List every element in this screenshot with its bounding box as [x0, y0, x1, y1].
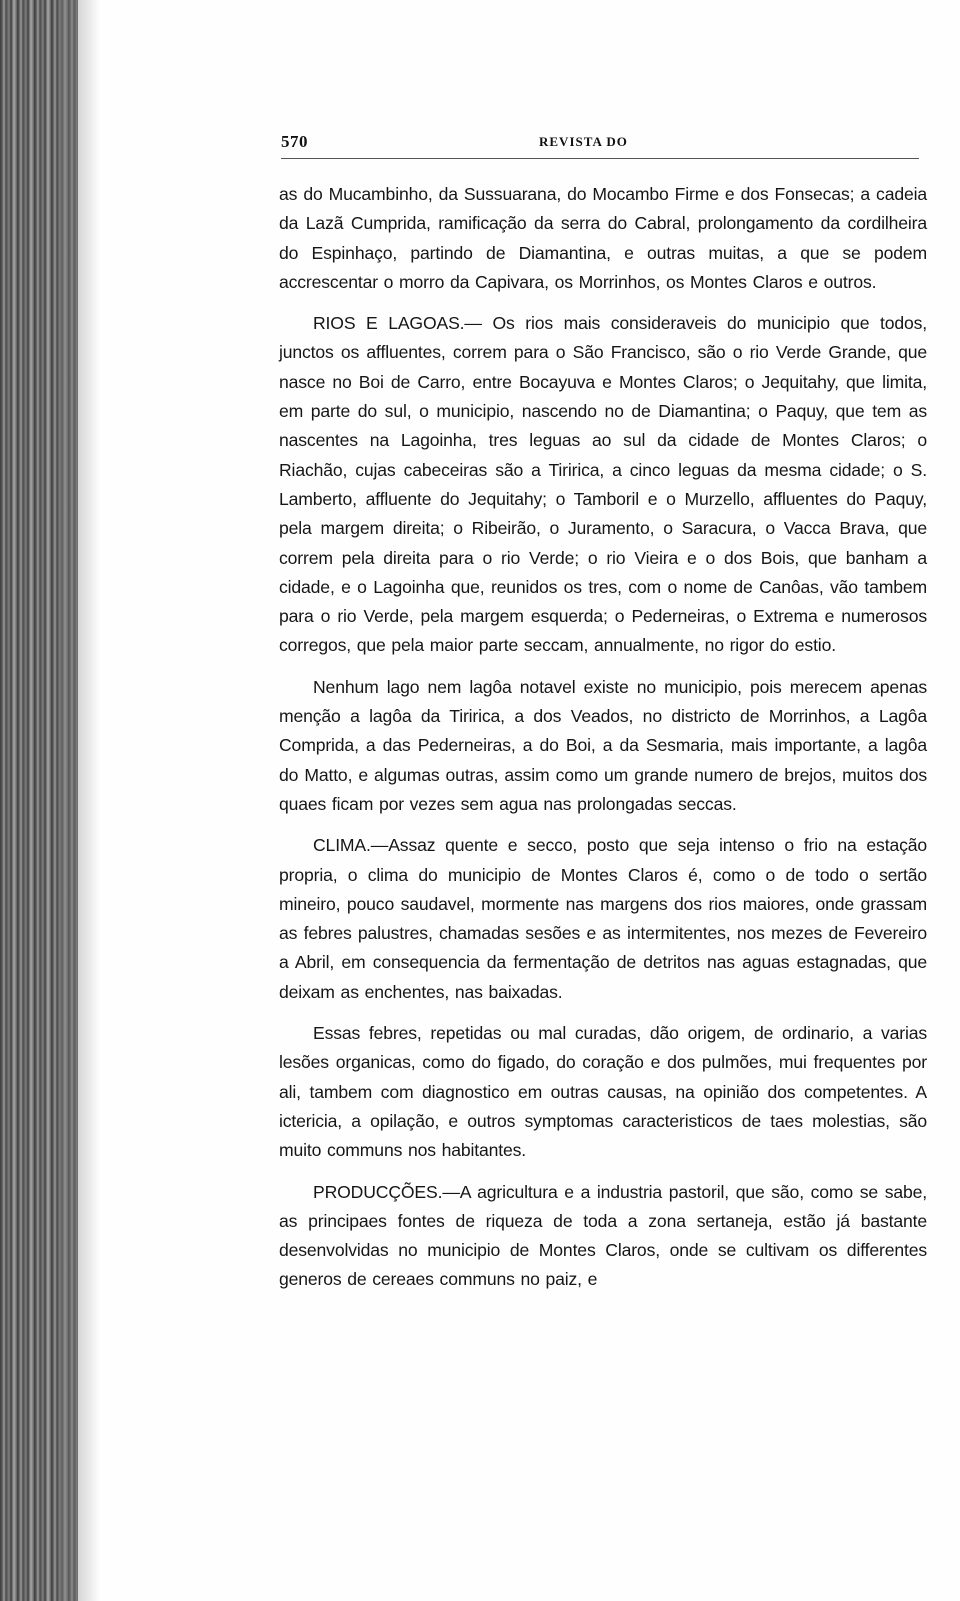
running-head: REVISTA DO — [539, 134, 628, 149]
paragraph-lagos — [279, 673, 927, 819]
paragraph-text: Nenhum lago nem lagôa notavel existe no municipio, pois merecem apenas menção a lagôa da Tiririca, a dos Veados, no districto de Morrinhos, a Lagôa Comprida, a das Pederneiras, a do Boi, a da Sesmaria, mais importante, a lagôa do Matto, e algumas outras, assim como um grande numero de brejos, muitos dos quaes ficam por vezes sem agua nas prolongadas seccas. — [279, 676, 927, 814]
paragraph-text: —A agricultura e a industria pastoril, que são, como se sabe, as principaes fontes de riqueza de toda a zona sertaneja, estão já bastante desenvolvidas no municipio de Montes Claros, onde se cultivam os differentes generos de cereaes communs no paiz, e — [279, 1181, 927, 1290]
paragraph-text: — Os rios mais consideraveis do municipio que todos, junctos os affluentes, correm para o São Francisco, são o rio Verde Grande, que nasce no Boi de Carro, entre Bocayuva e Montes Claros; o Jequitahy, que limita, em parte do sul, o municipio, nascendo no de Diamantina; o Paquy, que tem as nascentes na Lagoinha, tres leguas ao sul da cidade de Montes Claros; o Riachão, cujas cabeceiras são a Tiririca, a cinco leguas da mesma cidade; o S. Lamberto, affluente do Jequitahy; o Tamboril e o Murzello, affluentes do Paquy, pela margem direita; o Ribeirão, o Juramento, o Saracura, o Vacca Brava, que correm pela direita para o rio Verde; o rio Vieira e o dos Bois, que banham a cidade, e o Lagoinha que, reunidos os tres, com o nome de Canôas, vão tambem para o rio Verde, pela margem esquerda; o Pederneiras, o Extrema e numerosos corregos, que pela maior parte seccam, annualmente, no rigor do estio. — [279, 313, 927, 656]
paragraph-producoes — [279, 1178, 927, 1295]
paragraph-rios-e-lagoas — [279, 309, 927, 661]
page-number: 570 — [281, 132, 308, 151]
body-text — [279, 180, 927, 1307]
paragraph-text: —Assaz quente e secco, posto que seja intenso o frio na estação propria, o clima do municipio de Montes Claros é, como o de todo o sertão mineiro, pouco saudavel, mormente nas margens dos rios maiores, onde grassam as febres palustres, chamadas sesões e as intermitentes, nos mezes de Fevereiro a Abril, em consequencia da fermentação de detritos nas aguas estagnadas, que deixam as enchentes, nas baixadas. — [279, 835, 927, 1002]
binding-gutter-fade — [60, 0, 100, 1601]
paragraph-febres — [279, 1019, 927, 1165]
section-lead-clima: CLIMA. — [313, 835, 371, 856]
paragraph-text: Essas febres, repetidas ou mal curadas, dão origem, de ordinario, a varias lesões organicas, como do figado, do coração e dos pulmões, mui frequentes por ali, tambem com diagnostico em outras causas, na opinião dos competentes. A ictericia, a opilação, e outros symptomas caracteristicos de taes molestias, são muito communs nos habitantes. — [279, 1023, 927, 1161]
section-lead-producoes: PRODUCÇÕES. — [313, 1181, 443, 1202]
page-header — [281, 132, 921, 158]
paragraph-text: as do Mucambinho, da Sussuarana, do Mocambo Firme e dos Fonsecas; a cadeia da Lazã Cumprida, ramificação da serra do Cabral, prolongamento da cordilheira do Espinhaço, partindo de Diamantina, e outras muitas, a que se podem accrescentar o morro da Capivara, os Morrinhos, os Montes Claros e outros. — [279, 184, 927, 292]
paragraph-mountains-continued — [279, 180, 927, 297]
section-lead-rios-e-lagoas: RIOS E LAGOAS. — [313, 313, 465, 334]
header-rule — [281, 158, 919, 159]
paragraph-clima — [279, 831, 927, 1007]
